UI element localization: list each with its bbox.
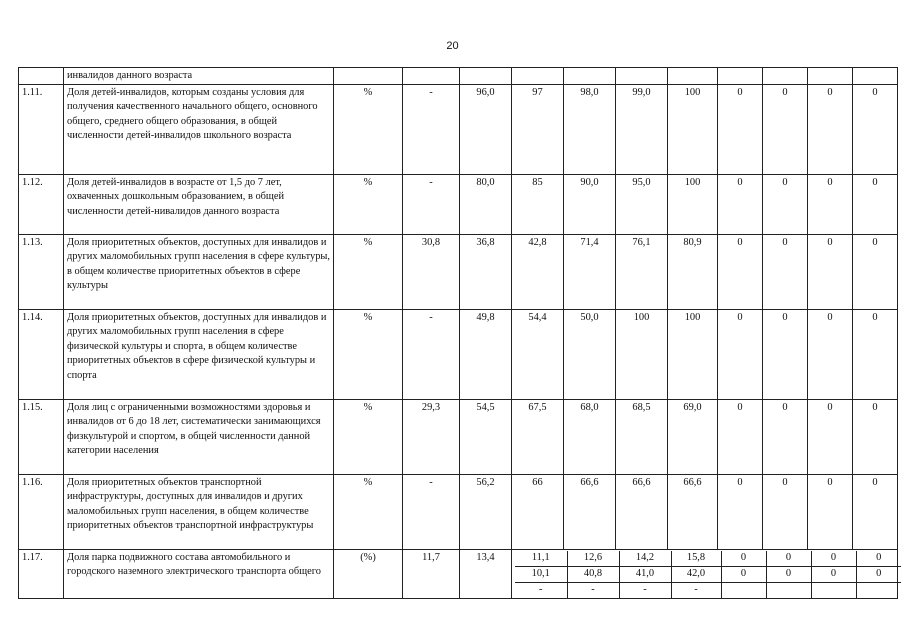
table-row — [19, 84, 898, 174]
value-cell: 0 — [763, 174, 808, 234]
value-cell: 68,5 — [616, 399, 668, 474]
value-cell: 66 — [512, 474, 564, 549]
value-cell: 97 — [512, 84, 564, 174]
value-cell: 68,0 — [564, 399, 616, 474]
value-cell: 96,0 — [460, 84, 512, 174]
value-cell: 85 — [512, 174, 564, 234]
value-cell: 10,1 — [515, 566, 567, 582]
value-cell: 100 — [616, 309, 668, 399]
value-cell: 0 — [853, 234, 898, 309]
table-row — [19, 474, 898, 549]
value-cell: 0 — [811, 551, 856, 567]
value-cell: 0 — [808, 174, 853, 234]
sub-row — [515, 582, 901, 598]
value-cell: 0 — [853, 399, 898, 474]
value-cell: 0 — [808, 309, 853, 399]
value-cell: 0 — [721, 551, 766, 567]
row-number: 1.11. — [19, 84, 64, 174]
value-cell: 15,8 — [671, 551, 721, 567]
value-cell: 76,1 — [616, 234, 668, 309]
value-cell: 66,6 — [668, 474, 718, 549]
value-cell: 0 — [808, 399, 853, 474]
value-cell: 66,6 — [564, 474, 616, 549]
value-cell — [766, 582, 811, 598]
value-cell: 0 — [853, 474, 898, 549]
row-number: 1.16. — [19, 474, 64, 549]
unit-cell: % — [334, 474, 403, 549]
value-cell: 99,0 — [616, 84, 668, 174]
value-cell: 71,4 — [564, 234, 616, 309]
value-cell: 69,0 — [668, 399, 718, 474]
value-cell: 98,0 — [564, 84, 616, 174]
sub-values-table — [515, 551, 901, 598]
value-cell: 11,1 — [515, 551, 567, 567]
value-cell: 0 — [808, 474, 853, 549]
value-cell: 12,6 — [567, 551, 619, 567]
value-cell: 80,9 — [668, 234, 718, 309]
indicator-description: Доля приоритетных объектов, доступных для инвалидов и других маломобильных групп населения в сфере физической культуры и спорта, в общем количестве приоритетных объектов в сфере физической культуры и спорта — [64, 309, 334, 399]
value-cell: - — [671, 582, 721, 598]
value-cell: 0 — [766, 551, 811, 567]
table-row — [19, 234, 898, 309]
value-cell: 0 — [766, 566, 811, 582]
value-cell: 42,0 — [671, 566, 721, 582]
indicator-table — [18, 67, 898, 599]
value-cell: 0 — [853, 309, 898, 399]
row-number: 1.14. — [19, 309, 64, 399]
table-row — [19, 68, 898, 85]
table-row — [19, 309, 898, 399]
value-cell: 0 — [808, 84, 853, 174]
value-cell: 54,5 — [460, 399, 512, 474]
value-cell: 14,2 — [619, 551, 671, 567]
indicator-description: Доля лиц с ограниченными возможностями здоровья и инвалидов от 6 до 18 лет, систематически занимающихся физкультурой и спортом, в общей численности данной категории населения — [64, 399, 334, 474]
indicator-description: Доля парка подвижного состава автомобильного и городского наземного электрического транспорта общего — [64, 549, 334, 598]
value-cell: 49,8 — [460, 309, 512, 399]
value-cell: 0 — [718, 474, 763, 549]
sub-values — [512, 549, 898, 598]
table-row — [19, 399, 898, 474]
value-cell: 30,8 — [403, 234, 460, 309]
value-cell: - — [403, 174, 460, 234]
value-cell: 0 — [763, 84, 808, 174]
value-cell: - — [403, 84, 460, 174]
value-cell: - — [619, 582, 671, 598]
indicator-description: Доля приоритетных объектов, доступных для инвалидов и других маломобильных групп населения в сфере культуры, в общем количестве приоритетных объектов в сфере культуры — [64, 234, 334, 309]
value-cell: 41,0 — [619, 566, 671, 582]
value-cell: 67,5 — [512, 399, 564, 474]
value-cell: - — [403, 309, 460, 399]
value-cell: 56,2 — [460, 474, 512, 549]
value-cell: 0 — [718, 174, 763, 234]
continuation-text: инвалидов данного возраста — [64, 68, 334, 85]
value-cell: 50,0 — [564, 309, 616, 399]
unit-cell: % — [334, 84, 403, 174]
value-cell: 66,6 — [616, 474, 668, 549]
value-cell: 0 — [853, 174, 898, 234]
value-cell: 95,0 — [616, 174, 668, 234]
value-cell: 100 — [668, 174, 718, 234]
value-cell: 0 — [718, 84, 763, 174]
value-cell — [856, 582, 901, 598]
table-row — [19, 549, 898, 598]
table-row — [19, 174, 898, 234]
value-cell: 0 — [718, 399, 763, 474]
value-cell: 40,8 — [567, 566, 619, 582]
sub-row — [515, 551, 901, 567]
unit-cell: % — [334, 174, 403, 234]
row-number: 1.17. — [19, 549, 64, 598]
value-cell: 0 — [808, 234, 853, 309]
value-cell: 0 — [718, 309, 763, 399]
sub-row — [515, 566, 901, 582]
row-number: 1.13. — [19, 234, 64, 309]
value-cell: 36,8 — [460, 234, 512, 309]
unit-cell: % — [334, 399, 403, 474]
value-cell: 11,7 — [403, 549, 460, 598]
indicator-description: Доля детей-инвалидов в возрасте от 1,5 до 7 лет, охваченных дошкольным образованием, в общей численности детей-нивалидов данного возраста — [64, 174, 334, 234]
value-cell: 54,4 — [512, 309, 564, 399]
value-cell: 0 — [853, 84, 898, 174]
value-cell — [811, 582, 856, 598]
value-cell: 0 — [763, 399, 808, 474]
value-cell: 100 — [668, 84, 718, 174]
value-cell: 0 — [856, 566, 901, 582]
value-cell: - — [403, 474, 460, 549]
value-cell: - — [515, 582, 567, 598]
indicator-description: Доля приоритетных объектов транспортной инфраструктуры, доступных для инвалидов и других маломобильных групп населения, в общем количестве приоритетных объектов транспортной инфраструктуры — [64, 474, 334, 549]
row-number: 1.12. — [19, 174, 64, 234]
value-cell: 0 — [718, 234, 763, 309]
value-cell: 80,0 — [460, 174, 512, 234]
value-cell: 100 — [668, 309, 718, 399]
value-cell: 29,3 — [403, 399, 460, 474]
unit-cell: % — [334, 234, 403, 309]
value-cell: - — [567, 582, 619, 598]
indicator-description: Доля детей-инвалидов, которым созданы условия для получения качественного начального общего, основного общего, среднего общего образования, в общей численности детей-инвалидов школьного возраста — [64, 84, 334, 174]
value-cell — [721, 582, 766, 598]
value-cell: 90,0 — [564, 174, 616, 234]
row-number: 1.15. — [19, 399, 64, 474]
value-cell: 0 — [856, 551, 901, 567]
unit-cell: % — [334, 309, 403, 399]
value-cell: 13,4 — [460, 549, 512, 598]
value-cell: 0 — [763, 234, 808, 309]
value-cell: 0 — [763, 309, 808, 399]
value-cell: 0 — [811, 566, 856, 582]
value-cell: 42,8 — [512, 234, 564, 309]
value-cell: 0 — [763, 474, 808, 549]
page-number: 20 — [446, 40, 459, 52]
value-cell: 0 — [721, 566, 766, 582]
unit-cell: (%) — [334, 549, 403, 598]
